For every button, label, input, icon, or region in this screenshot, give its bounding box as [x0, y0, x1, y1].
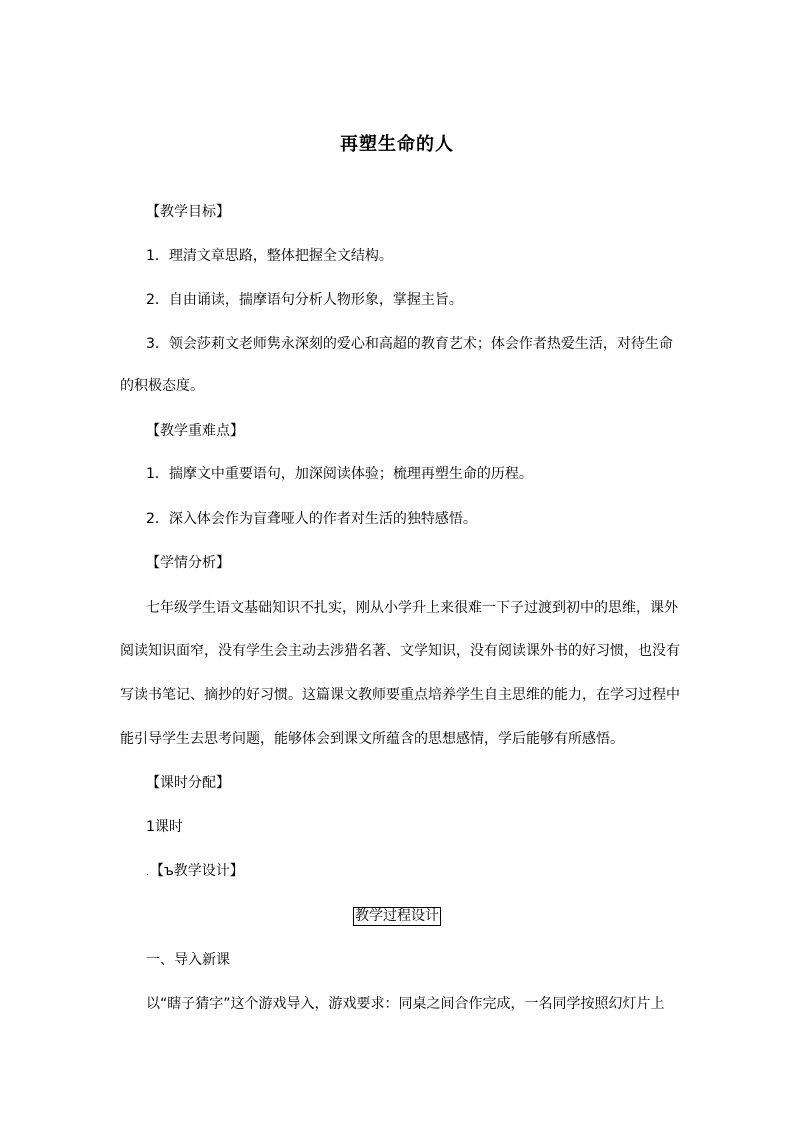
key-point-2: 2．深入体会作为盲聋哑人的作者对生活的独特感悟。 — [146, 511, 477, 527]
heading-teaching-design-row — [146, 861, 244, 883]
heading-class-hours: 【课时分配】 — [146, 775, 230, 791]
analysis-line-1: 七年级学生语文基础知识不扎实，刚从小学升上来很难一下子过渡到初中的思维，课外 — [146, 600, 678, 616]
goal-item-3-line-2: 的积极态度。 — [120, 378, 204, 394]
key-point-1: 1．揣摩文中重要语句，加深阅读体验；梳理再塑生命的历程。 — [146, 466, 533, 482]
section-intro-heading: 一、导入新课 — [146, 952, 230, 968]
heading-student-analysis: 【学情分析】 — [146, 555, 230, 571]
heading-teaching-goals: 【教学目标】 — [146, 204, 230, 220]
stray-mark: . — [146, 868, 149, 878]
analysis-line-3: 写读书笔记、摘抄的好习惯。这篇课文教师要重点培养学生自主思维的能力，在学习过程中 — [120, 687, 680, 703]
process-title-row — [0, 906, 794, 926]
heading-key-points: 【教学重难点】 — [146, 423, 244, 439]
section-intro-text: 以“瞎子猜字”这个游戏导入，游戏要求：同桌之间合作完成，一名同学按照幻灯片上 — [146, 996, 665, 1012]
analysis-line-4: 能引导学生去思考问题，能够体会到课文所蕴含的思想感情，学后能够有所感悟。 — [120, 731, 624, 747]
goal-item-3-line-1: 3．领会莎莉文老师隽永深刻的爱心和高超的教育艺术；体会作者热爱生活，对待生命 — [146, 336, 673, 352]
analysis-line-2: 阅读知识面窄，没有学生会主动去涉猎名著、文学知识，没有阅读课外书的好习惯，也没有 — [120, 643, 680, 659]
goal-item-2: 2．自由诵读，揣摩语句分析人物形象，掌握主旨。 — [146, 292, 463, 308]
class-hours-value: 1课时 — [146, 819, 183, 835]
process-design-title: 教学过程设计 — [355, 908, 439, 924]
goal-item-1: 1．理清文章思路，整体把握全文结构。 — [146, 248, 393, 264]
document-title: 再塑生命的人 — [340, 134, 454, 155]
heading-teaching-design: 【ъ教学设计】 — [149, 863, 244, 879]
